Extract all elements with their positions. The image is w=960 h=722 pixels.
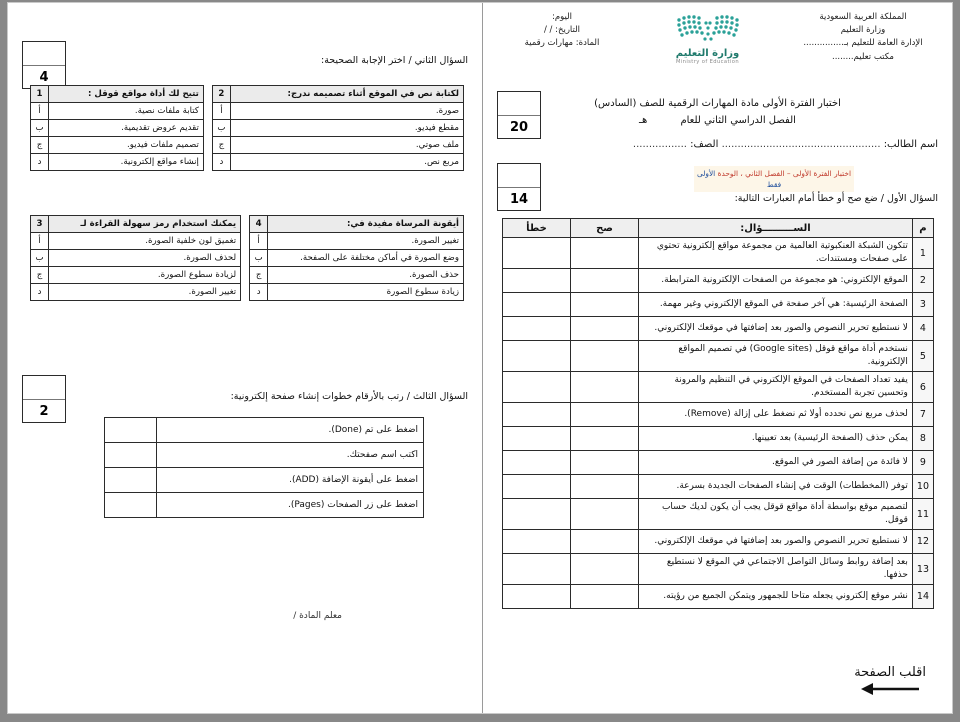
header-subject-field: المادة: مهارات رقمية xyxy=(524,38,600,49)
table-row xyxy=(503,269,934,293)
row-true-checkbox[interactable] xyxy=(571,403,639,427)
ordering-row xyxy=(105,468,424,493)
row-number: 10 xyxy=(912,475,933,499)
mcq-option-key[interactable]: أ xyxy=(212,103,230,120)
row-false-checkbox[interactable] xyxy=(503,585,571,609)
table-header-row xyxy=(503,219,934,238)
row-number: 8 xyxy=(912,427,933,451)
mcq-gap xyxy=(203,120,212,137)
row-true-checkbox[interactable] xyxy=(571,372,639,403)
row-false-checkbox[interactable] xyxy=(503,554,571,585)
row-statement: الصفحة الرئيسية: هي آخر صفحة في الموقع الإلكتروني وغير مهمة. xyxy=(639,293,913,317)
score-box-q2-input[interactable] xyxy=(23,42,65,66)
mcq-option-text[interactable]: تغيير الصورة. xyxy=(49,284,241,301)
mcq-option-row xyxy=(31,103,464,120)
mcq-option-text[interactable]: زيادة سطوع الصورة xyxy=(268,284,464,301)
exam-term-label: الفصل الدراسي الثاني للعام xyxy=(680,115,796,126)
logo-arabic-text: وزارة التعليم xyxy=(675,48,740,59)
mcq-gap xyxy=(203,137,212,154)
mcq-question-number: 4 xyxy=(250,216,268,233)
teacher-signature-label: معلم المادة / xyxy=(293,611,342,621)
row-true-checkbox[interactable] xyxy=(571,475,639,499)
mcq-option-key[interactable]: د xyxy=(250,284,268,301)
exam-title xyxy=(483,95,952,129)
header-false: خطأ xyxy=(503,219,571,238)
row-statement: نستخدم أداة مواقع قوقل (Google sites) في تصميم المواقع الإلكترونية. xyxy=(639,341,913,372)
question-1-table xyxy=(502,218,934,609)
flip-page-notice xyxy=(854,665,926,697)
mcq-option-text[interactable]: تصميم ملفات فيديو. xyxy=(49,137,204,154)
table-row xyxy=(503,451,934,475)
row-false-checkbox[interactable] xyxy=(503,317,571,341)
header-office-line: مكتب تعليم........ xyxy=(832,51,894,62)
mcq-option-row xyxy=(31,250,464,267)
mcq-question-text: أيقونة المرساة مفيدة في: xyxy=(268,216,464,233)
question-1-instruction: السؤال الأول / ضع صح أو خطأ أمام العبارات التالية: xyxy=(734,193,938,204)
question-3-instruction: السؤال الثالث / رتب بالأرقام خطوات إنشاء صفحة إلكترونية: xyxy=(230,391,468,402)
ordering-answer-box[interactable] xyxy=(105,418,157,443)
row-statement: الموقع الإلكتروني: هو مجموعة من الصفحات الإلكترونية المترابطة. xyxy=(639,269,913,293)
mcq-question-text: يمكنك استخدام رمز سهولة القراءة لـ xyxy=(49,216,241,233)
row-false-checkbox[interactable] xyxy=(503,530,571,554)
header-administration-line: الإدارة العامة للتعليم بـ............... xyxy=(803,38,923,49)
mcq-option-key[interactable]: ج xyxy=(212,137,230,154)
header-day-field: اليوم: xyxy=(551,12,573,22)
table-row xyxy=(503,238,934,269)
mcq-gap xyxy=(241,250,250,267)
ministry-of-education-logo xyxy=(653,11,763,65)
mcq-question-text: تتيح لك أداة مواقع قوقل : xyxy=(49,86,204,103)
mcq-option-text[interactable]: وضع الصورة في أماكن مختلفة على الصفحة. xyxy=(268,250,464,267)
table-row xyxy=(503,317,934,341)
score-box-total-max: 20 xyxy=(509,119,529,135)
row-false-checkbox[interactable] xyxy=(503,269,571,293)
mcq-gap xyxy=(203,154,212,171)
score-box-q1-input[interactable] xyxy=(498,164,540,188)
score-box-question-2 xyxy=(22,41,66,89)
mcq-question-header-row xyxy=(31,216,464,233)
row-true-checkbox[interactable] xyxy=(571,451,639,475)
score-box-total-input[interactable] xyxy=(498,92,540,116)
ordering-step-text: اضغط على أيقونة الإضافة (ADD). xyxy=(157,468,424,493)
row-true-checkbox[interactable] xyxy=(571,530,639,554)
question-2-instruction: السؤال الثاني / اختر الإجابة الصحيحة: xyxy=(321,55,468,66)
row-false-checkbox[interactable] xyxy=(503,451,571,475)
row-number: 9 xyxy=(912,451,933,475)
table-row xyxy=(503,585,934,609)
left-arrow-icon xyxy=(859,681,921,697)
mcq-option-text[interactable]: مقطع فيديو. xyxy=(230,120,463,137)
student-class-blank[interactable]: ................. xyxy=(632,139,687,150)
row-false-checkbox[interactable] xyxy=(503,341,571,372)
mcq-option-text[interactable]: إنشاء مواقع إلكترونية. xyxy=(49,154,204,171)
row-false-checkbox[interactable] xyxy=(503,403,571,427)
ordering-row xyxy=(105,418,424,443)
mcq-option-row xyxy=(31,233,464,250)
score-box-q1-max: 14 xyxy=(509,191,529,207)
score-box-total xyxy=(497,91,541,139)
question-3-table xyxy=(104,417,424,518)
header-date-field: التاريخ: / / xyxy=(543,25,581,36)
mcq-gap xyxy=(241,284,250,301)
row-number: 5 xyxy=(912,341,933,372)
table-row xyxy=(503,475,934,499)
exam-scope-note-line-2: الأولى فقط xyxy=(696,169,782,190)
ordering-step-text: اضغط على زر الصفحات (Pages). xyxy=(157,493,424,518)
row-true-checkbox[interactable] xyxy=(571,585,639,609)
exam-title-line-2 xyxy=(483,112,952,129)
row-number: 6 xyxy=(912,372,933,403)
mcq-option-text[interactable]: كتابة ملفات نصية. xyxy=(49,103,204,120)
mcq-option-row xyxy=(31,120,464,137)
exam-scope-note-line-1: اختبار الفترة الأولى – الفصل الثاني ، الوحدة xyxy=(717,169,851,178)
logo-english-text: Ministry of Education xyxy=(675,59,740,65)
mcq-option-text[interactable]: مربع نص. xyxy=(230,154,463,171)
row-statement: لحذف مربع نص نحدده أولا ثم نضغط على إزالة (Remove). xyxy=(639,403,913,427)
mcq-option-row xyxy=(31,137,464,154)
mcq-gap xyxy=(241,267,250,284)
mcq-option-row xyxy=(31,267,464,284)
mcq-option-text[interactable]: لحذف الصورة. xyxy=(49,250,241,267)
row-statement: بعد إضافة روابط وسائل التواصل الاجتماعي في الموقع لا نستطيع حذفها. xyxy=(639,554,913,585)
row-statement: نشر موقع إلكتروني يجعله متاحا للجمهور ويتمكن الجميع من رؤيته. xyxy=(639,585,913,609)
table-row xyxy=(503,372,934,403)
table-row xyxy=(503,341,934,372)
mcq-option-row xyxy=(31,154,464,171)
ordering-answer-box[interactable] xyxy=(105,468,157,493)
row-true-checkbox[interactable] xyxy=(571,427,639,451)
mcq-option-key[interactable]: د xyxy=(212,154,230,171)
ordering-row xyxy=(105,493,424,518)
mcq-option-text[interactable]: تقديم عروض تقديمية. xyxy=(49,120,204,137)
row-statement: لا نستطيع تحرير النصوص والصور بعد إضافتها في موقعك الإلكتروني. xyxy=(639,530,913,554)
mcq-option-text[interactable]: لزيادة سطوع الصورة. xyxy=(49,267,241,284)
mcq-option-key[interactable]: ب xyxy=(250,250,268,267)
mcq-table-row-2 xyxy=(30,215,464,301)
row-false-checkbox[interactable] xyxy=(503,499,571,530)
row-number: 2 xyxy=(912,269,933,293)
mcq-option-text[interactable]: حذف الصورة. xyxy=(268,267,464,284)
mcq-question-number: 2 xyxy=(212,86,230,103)
mcq-question-number: 3 xyxy=(31,216,49,233)
row-statement: يمكن حذف (الصفحة الرئيسية) بعد تعيينها. xyxy=(639,427,913,451)
exam-hijri-year: هـ xyxy=(639,115,648,126)
score-box-q3-max: 2 xyxy=(39,403,49,419)
mcq-question-header-row xyxy=(31,86,464,103)
question-2-pair-b xyxy=(30,215,464,301)
row-number: 4 xyxy=(912,317,933,341)
row-number: 3 xyxy=(912,293,933,317)
table-row xyxy=(503,427,934,451)
table-row xyxy=(503,403,934,427)
mcq-option-key[interactable]: ب xyxy=(31,250,49,267)
exam-sheet-right-half xyxy=(8,3,482,714)
mcq-option-text[interactable]: تغميق لون خلفية الصورة. xyxy=(49,233,241,250)
mcq-gap xyxy=(203,103,212,120)
row-true-checkbox[interactable] xyxy=(571,341,639,372)
question-2-pair-a xyxy=(30,85,464,171)
mcq-table-row-1 xyxy=(30,85,464,171)
row-false-checkbox[interactable] xyxy=(503,427,571,451)
header-number: م xyxy=(912,219,933,238)
row-statement: تتكون الشبكة العنكبوتية العالمية من مجموعة مواقع إلكترونية تحتوي على صفحات ومستندات. xyxy=(639,238,913,269)
header-true: صح xyxy=(571,219,639,238)
row-statement: توفر (المخططات) الوقت في إنشاء الصفحات الجديدة بسرعة. xyxy=(639,475,913,499)
mcq-option-key[interactable]: أ xyxy=(250,233,268,250)
exam-title-line-1: اختبار الفترة الأولى مادة المهارات الرقمية للصف (السادس) xyxy=(594,98,841,109)
score-box-question-3 xyxy=(22,375,66,423)
table-row xyxy=(503,530,934,554)
row-false-checkbox[interactable] xyxy=(503,238,571,269)
row-number: 1 xyxy=(912,238,933,269)
mcq-option-text[interactable]: تغيير الصورة. xyxy=(268,233,464,250)
row-true-checkbox[interactable] xyxy=(571,499,639,530)
row-false-checkbox[interactable] xyxy=(503,293,571,317)
student-name-label: اسم الطالب: xyxy=(883,139,938,150)
student-class-label: الصف: xyxy=(690,139,719,150)
table-row xyxy=(503,554,934,585)
logo-palm-icon xyxy=(673,13,743,47)
row-statement: لا نستطيع تحرير النصوص والصور بعد إضافتها في موقعك الإلكتروني. xyxy=(639,317,913,341)
ordering-step-text: اضغط على تم (Done). xyxy=(157,418,424,443)
mcq-question-number: 1 xyxy=(31,86,49,103)
mcq-option-key[interactable]: ج xyxy=(250,267,268,284)
ordering-answer-box[interactable] xyxy=(105,443,157,468)
row-number: 13 xyxy=(912,554,933,585)
mcq-gap xyxy=(203,86,212,103)
row-number: 11 xyxy=(912,499,933,530)
row-false-checkbox[interactable] xyxy=(503,372,571,403)
document-header xyxy=(483,11,952,65)
mcq-option-key[interactable]: ب xyxy=(212,120,230,137)
score-box-q3-input[interactable] xyxy=(23,376,65,400)
mcq-gap xyxy=(241,233,250,250)
mcq-option-key[interactable]: أ xyxy=(31,233,49,250)
mcq-option-key[interactable]: ج xyxy=(31,267,49,284)
row-number: 12 xyxy=(912,530,933,554)
header-ministry-line: وزارة التعليم xyxy=(840,25,886,36)
row-true-checkbox[interactable] xyxy=(571,293,639,317)
header-kingdom-block xyxy=(788,11,938,65)
mcq-option-row xyxy=(31,284,464,301)
header-date-block xyxy=(497,11,627,65)
student-name-blank[interactable]: .................................................. xyxy=(721,139,881,150)
mcq-question-text: لكتابة نص في الموقع أثناء تصميمه ندرج: xyxy=(230,86,463,103)
mcq-option-key[interactable]: د xyxy=(31,284,49,301)
row-statement: لا فائدة من إضافة الصور في الموقع. xyxy=(639,451,913,475)
student-info-row xyxy=(497,139,938,150)
exam-sheet-left-half xyxy=(482,3,952,714)
row-false-checkbox[interactable] xyxy=(503,475,571,499)
table-row xyxy=(503,293,934,317)
score-box-question-1 xyxy=(497,163,541,211)
mcq-gap xyxy=(241,216,250,233)
row-statement: لتصميم موقع بواسطة أداة مواقع قوقل يجب أن يكون لديك حساب قوقل. xyxy=(639,499,913,530)
flip-page-label: اقلب الصفحة xyxy=(854,665,926,680)
row-statement: يفيد تعداد الصفحات في الموقع الإلكتروني في التنظيم والمرونة وتحسين تجربة المستخدم. xyxy=(639,372,913,403)
row-true-checkbox[interactable] xyxy=(571,269,639,293)
exam-scope-note xyxy=(694,166,854,192)
mcq-option-key[interactable]: د xyxy=(31,154,49,171)
row-number: 14 xyxy=(912,585,933,609)
mcq-option-key[interactable]: ج xyxy=(31,137,49,154)
row-true-checkbox[interactable] xyxy=(571,317,639,341)
exam-page xyxy=(7,2,953,714)
mcq-option-key[interactable]: أ xyxy=(31,103,49,120)
ordering-answer-box[interactable] xyxy=(105,493,157,518)
header-statement: الســـــــــؤال: xyxy=(639,219,913,238)
mcq-option-text[interactable]: صورة. xyxy=(230,103,463,120)
mcq-option-key[interactable]: ب xyxy=(31,120,49,137)
row-true-checkbox[interactable] xyxy=(571,554,639,585)
score-box-q2-max: 4 xyxy=(39,69,49,85)
table-row xyxy=(503,499,934,530)
ordering-row xyxy=(105,443,424,468)
row-number: 7 xyxy=(912,403,933,427)
mcq-option-text[interactable]: ملف صوتي. xyxy=(230,137,463,154)
row-true-checkbox[interactable] xyxy=(571,238,639,269)
header-kingdom-line: المملكة العربية السعودية xyxy=(819,12,907,22)
ordering-step-text: اكتب اسم صفحتك. xyxy=(157,443,424,468)
